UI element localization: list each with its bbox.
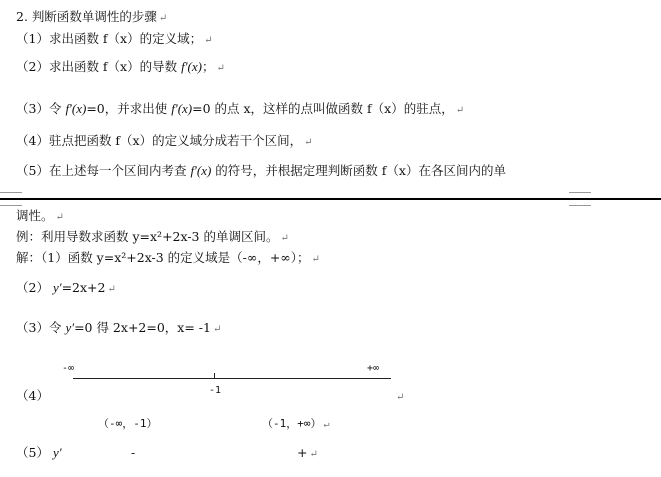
step-3: （3）令 f′(x)=0，并求出使 f′(x)=0 的点 x，这样的点叫做函数 f（x）的驻点， ↵ <box>16 101 465 116</box>
solution-step-3: （3）令 y′=0 得 2x+2=0，x= -1 ↵ <box>16 320 222 335</box>
derivative-symbol: f′(x) <box>171 101 193 116</box>
paragraph-mark-icon: ↵ <box>280 233 289 244</box>
paragraph-mark-icon: ↵ <box>455 105 465 116</box>
solution-step-2: （2） y′=2x+2 ↵ <box>16 280 116 295</box>
page-separator <box>0 198 661 200</box>
solution-step-5: （5） y′ <box>16 445 62 460</box>
solution-step-4: （4） <box>16 388 49 403</box>
derivative-symbol: y′ <box>52 280 62 295</box>
paragraph-mark-icon: ↵ <box>216 63 225 74</box>
paragraph-mark-icon: ↵ <box>396 392 405 403</box>
step-5: （5）在上述每一个区间内考查 f′(x) 的符号，并根据定理判断函数 f（x）在各区间内的单 <box>16 163 506 178</box>
derivative-symbol: f′(x) <box>190 163 212 178</box>
continuation-text: 调性。 ↵ <box>16 208 64 223</box>
interval-left: （-∞，-1） <box>98 417 158 430</box>
paragraph-mark-icon: ↵ <box>212 324 222 335</box>
step-4: （4）驻点把函数 f（x）的定义域分成若干个区间， ↵ <box>16 133 313 148</box>
heading: 2. 判断函数单调性的步骤 ↵ <box>16 9 168 24</box>
step-1: （1）求出函数 f（x）的定义域； ↵ <box>16 31 213 46</box>
number-line-mid-label: -1 <box>209 385 222 396</box>
derivative-symbol: f′(x) <box>181 59 202 74</box>
paragraph-mark-icon: ↵ <box>304 137 313 148</box>
derivative-symbol: y′ <box>52 445 62 460</box>
number-line-left-label: -∞ <box>62 363 75 374</box>
sign-left: - <box>131 445 136 460</box>
example-title: 例：利用导数求函数 y=x²+2x-3 的单调区间。 ↵ <box>16 229 289 244</box>
paragraph-mark-icon: ↵ <box>107 284 116 295</box>
paragraph-mark-icon: ↵ <box>158 13 168 24</box>
paragraph-mark-icon: ↵ <box>204 35 213 46</box>
paragraph-mark-icon: ↵ <box>311 254 320 265</box>
paragraph-mark-icon: ↵ <box>55 212 64 223</box>
solution-step-1: 解：（1）函数 y=x²+2x-3 的定义域是（-∞，+∞）； ↵ <box>16 250 320 265</box>
number-line-axis <box>73 378 391 379</box>
paragraph-mark-icon: ↵ <box>309 449 318 460</box>
derivative-symbol: y′ <box>65 320 75 335</box>
number-line-right-label: +∞ <box>367 363 380 374</box>
sign-right: + ↵ <box>297 445 318 460</box>
step-2: （2）求出函数 f（x）的导数 f′(x)； ↵ <box>16 59 225 74</box>
paragraph-mark-icon: ↵ <box>323 419 330 430</box>
derivative-symbol: f′(x) <box>65 101 87 116</box>
number-line-tick <box>214 373 215 379</box>
interval-right: （-1，+∞） ↵ <box>262 417 330 430</box>
